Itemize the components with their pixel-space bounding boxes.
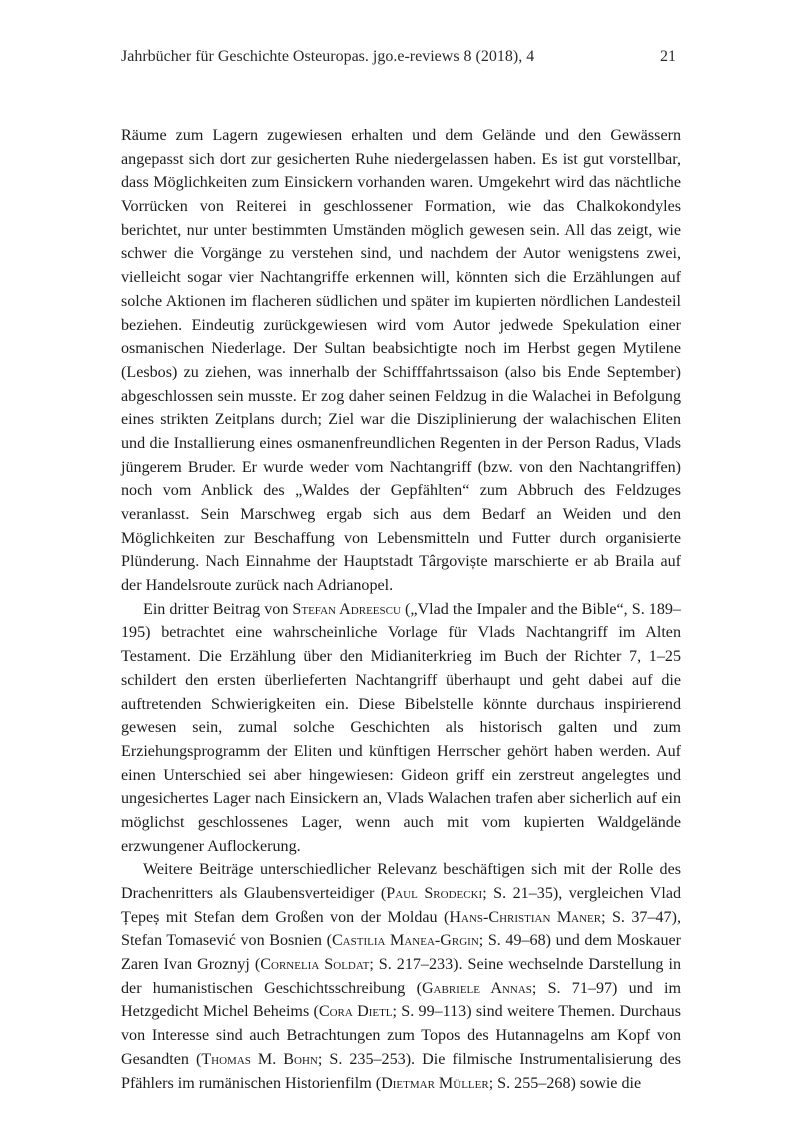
paragraph-text: ; S. 255–268) sowie die [488, 1074, 642, 1092]
paragraph [121, 598, 681, 859]
author-name: Cornelia Soldat [260, 956, 370, 974]
author-name: Paul Srodecki [386, 885, 483, 902]
author-name: Gabriele Annas [421, 979, 532, 997]
author-name: Castilia Manea-Grgin [331, 932, 479, 950]
paragraph-text: Weitere Beiträge unterschiedlicher Relevanz beschäftigen sich mit der Rolle des Drachenritters als Glaubensverteidiger ( [121, 861, 681, 902]
paragraph-text: ; S. 21–35), vergleichen Vlad Țepeș mit Stefan dem Großen von der Moldau ( [121, 885, 682, 926]
author-name: Thomas M. Bohn [201, 1050, 318, 1068]
paragraph-text: Ein dritter Beitrag von [143, 600, 293, 618]
author-name: Stefan Adreescu [292, 600, 401, 618]
author-name: Dietmar Müller [381, 1074, 489, 1092]
paragraph-text: ; S. 71–97) und im Hetzgedicht Michel Beheims ( [121, 979, 681, 1021]
paragraph-text: ; S. 99–113) sind weitere Themen. Durchaus von Interesse sind auch Betrachtungen zum Topos des Hutannagelns am Kopf von Gesandten ( [121, 1003, 681, 1068]
paragraph-text: ; S. 37–47), Stefan Tomasević von Bosnien ( [121, 908, 681, 950]
paragraph [121, 124, 681, 598]
paragraph-text: ; S. 49–68) und dem Moskauer Zaren Ivan Groznyj ( [121, 932, 681, 974]
body-text [121, 124, 681, 1095]
page-number: 21 [660, 48, 676, 65]
paragraph-text: Räume zum Lagern zugewiesen erhalten und dem Gelände und den Gewässern angepasst sich dort zur gesicherten Ruhe niedergelassen haben. Es ist gut vorstellbar, dass Möglichkeiten zum Einsickern vorhanden waren. Umgekehrt wird das nächtliche Vorrücken von Reiterei in geschlossener Formation, wie das Chalkokondyles berichtet, nur unter bestimmten Umständen möglich gewesen sein. All das zeigt, wie schwer die Vorgänge zu verstehen sind, und nachdem der Autor wenigstens zwei, vielleicht sogar vier Nachtangriffe erkennen will, könnten sich die Erzählungen auf solche Aktionen im flacheren südlichen und später im kupierten nördlichen Landesteil beziehen. Eindeutig zurückgewiesen wird vom Autor jedwede Spekulation einer osmanischen Niederlage. Der Sultan beabsichtigte noch im Herbst gegen Mytilene (Lesbos) zu ziehen, was innerhalb der Schifffahrtssaison (also bis Ende September) abgeschlossen sein musste. Er zog daher seinen Feldzug in die Walachei in Befolgung eines strikten Zeitplans durch; Ziel war die Disziplinierung der walachischen Eliten und die Installierung eines osmanenfreundlichen Regenten in der Person Radus, Vlads jüngerem Bruder. Er wurde weder vom Nachtangriff (bzw. von den Nachtangriffen) noch vom Anblick des „Waldes der Gepfählten“ zum Abbruch des Feldzuges veranlasst. Sein Marschweg ergab sich aus dem Bedarf an Weiden und den Möglichkeiten zur Beschaffung von Lebensmitteln und Futter durch organisierte Plünderung. Nach Einnahme der Hauptstadt Târgoviște marschierte er ab Braila auf der Handelsroute zurück nach Adrianopel. [121, 127, 681, 595]
running-header [121, 47, 676, 67]
paragraph [121, 858, 681, 1095]
author-name: Hans-Christian Maner [449, 908, 602, 926]
journal-title: Jahrbücher für Geschichte Osteuropas. jgo.e-reviews 8 (2018), 4 [121, 48, 535, 65]
paragraph-text: ; S. 217–233). Seine wechselnde Darstellung in der humanistischen Geschichtsschreibung ( [121, 956, 682, 997]
author-name: Cora Dietl [318, 1003, 393, 1021]
paragraph-text: („Vlad the Impaler and the Bible“, S. 189–195) betrachtet eine wahrscheinliche Vorlage für Vlads Nachtangriff im Alten Testament. Die Erzählung über den Midianiterkrieg im Buch der Richter 7, 1–25 schildert den ersten überlieferten Nachtangriff überhaupt und geht dabei auf die auftretenden Schwierigkeiten ein. Diese Bibelstelle könnte durchaus inspirierend gewesen sein, zumal solche Geschichten als historisch galten und zum Erziehungsprogramm der Eliten und künftigen Herrscher gehört haben werden. Auf einen Unterschied sei aber hingewiesen: Gideon griff ein zerstreut angelegtes und ungesichertes Lager nach Einsickern an, Vlads Walachen trafen aber sicherlich auf ein möglichst geschlossenes Lager, wenn auch mit vom kupierten Waldgelände erzwungener Auflockerung. [121, 600, 681, 855]
paragraph-text: ; S. 235–253). Die filmische Instrumentalisierung des Pfählers im rumänischen Historienfilm ( [121, 1050, 681, 1092]
